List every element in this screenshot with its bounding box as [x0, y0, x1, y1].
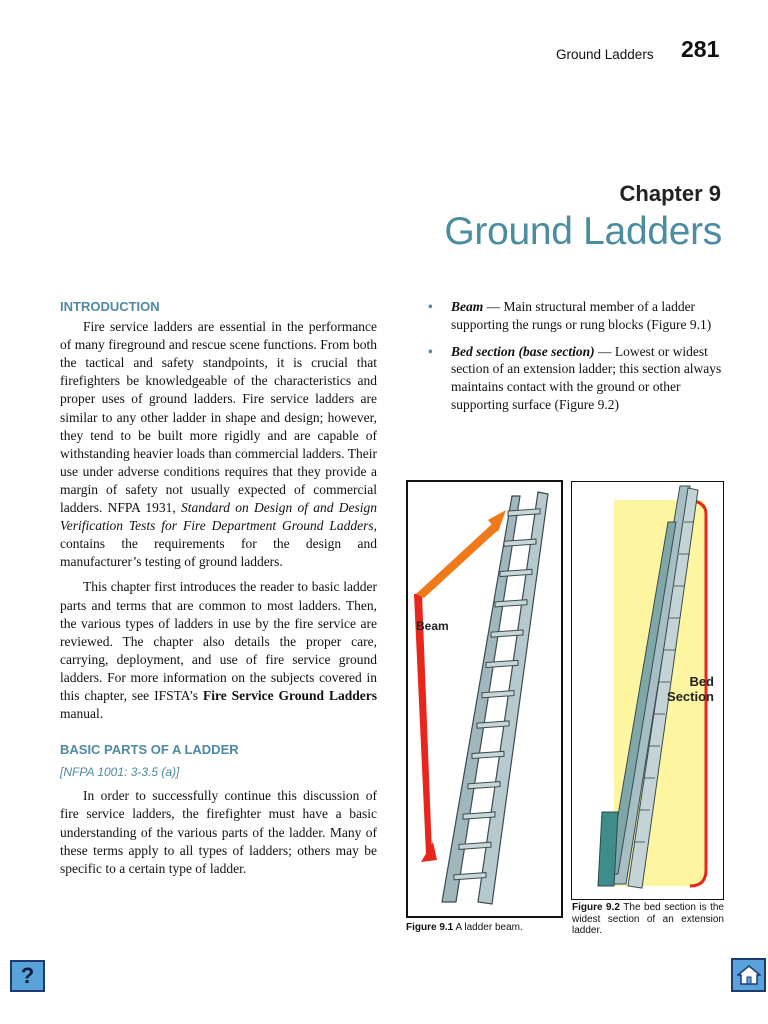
intro-p2-text: This chapter first introduces the reader to basic ladder parts and terms that are common to most ladders. Then, the various types of ladders in use by the fire service are reviewed. The chapter also details the proper care, carrying, deployment, and use of fire service ground ladders. For more information on the subjects covered in this chapter, see IFSTA’s [60, 579, 377, 703]
caption-text: The bed section is the widest section of an extension ladder. [572, 902, 724, 936]
intro-p2-text-end: manual. [60, 706, 104, 722]
beam-arrow-up [416, 524, 498, 598]
intro-p1-text-end: , contains the requirements for the design and manufacturer’s testing of ground ladders. [60, 518, 377, 570]
caption-number: Figure 9.2 [572, 902, 620, 913]
definition-term: Beam [451, 299, 484, 314]
definition-term: Bed section (base section) [451, 343, 595, 359]
nfpa-standard-title: Standard on Design of and Design Verification Tests for Fire Department Ground Ladders [60, 500, 378, 534]
bed-label-line1: Bed [689, 674, 714, 689]
caption-number: Figure 9.1 [406, 922, 454, 933]
right-column [428, 298, 724, 423]
ladder-beam-illustration [408, 482, 561, 916]
nfpa-citation: [NFPA 1001: 3-3.5 (a)] [60, 765, 180, 780]
figure-9-1-caption [406, 922, 566, 934]
definition-item [428, 298, 724, 334]
definition-text: — Lowest or widest section of an extension ladder; this section always maintains contact with the ground or other supporting surface (Figure 9.2) [451, 343, 722, 412]
basic-parts-paragraph: In order to successfully continue this discussion of fire service ladders, the firefighter must have a basic understanding of the various parts of the ladder. Many of these terms apply to all types of ladders; others may be specific to a certain type of ladder. [60, 788, 377, 876]
bed-section-illustration [572, 482, 723, 899]
page-number: 281 [681, 36, 720, 62]
left-column [60, 298, 377, 885]
intro-p1-text: Fire service ladders are essential in the performance of many fireground and rescue scene functions. From both the tactical and safety standpoints, it is crucial that firefighters be knowledgeable of the characteristics and proper uses of ground ladders. Fire service ladders are similar to any other ladder in shape and design; however, they tend to be built more rigidly and are capable of withstanding heavier loads than commercial ladders. Their use under adverse conditions requires that they provide a margin of safety not usually expected of commercial ladders. NFPA 1931, [60, 319, 377, 516]
introduction-heading: INTRODUCTION [60, 299, 160, 314]
chapter-label: Chapter 9 [619, 181, 721, 206]
manual-title: Fire Service Ground Ladders [202, 687, 378, 703]
help-button[interactable] [10, 960, 45, 992]
caption-text: A ladder beam. [453, 922, 523, 933]
question-mark-icon: ? [20, 963, 35, 988]
beam-label: Beam [416, 619, 449, 633]
ladder-butt [598, 812, 618, 886]
figure-9-2-caption [572, 902, 724, 937]
figure-9-2 [571, 481, 724, 900]
bed-label-line2: Section [667, 689, 714, 704]
chapter-title: Ground Ladders [444, 210, 722, 253]
intro-paragraph-2 [60, 578, 377, 723]
beam-arrow-down [414, 594, 432, 854]
bullet-icon: • [428, 343, 433, 359]
figure-9-1 [406, 480, 563, 918]
intro-paragraph-1 [60, 318, 377, 571]
definition-text: — Main structural member of a ladder supporting the rungs or rung blocks (Figure 9.1) [451, 299, 712, 332]
bullet-icon: • [428, 299, 433, 314]
home-button[interactable] [731, 958, 766, 992]
home-icon [737, 964, 761, 986]
basic-parts-heading: BASIC PARTS OF A LADDER [60, 742, 239, 758]
definition-item [428, 343, 724, 414]
running-head: Ground Ladders [556, 47, 654, 62]
